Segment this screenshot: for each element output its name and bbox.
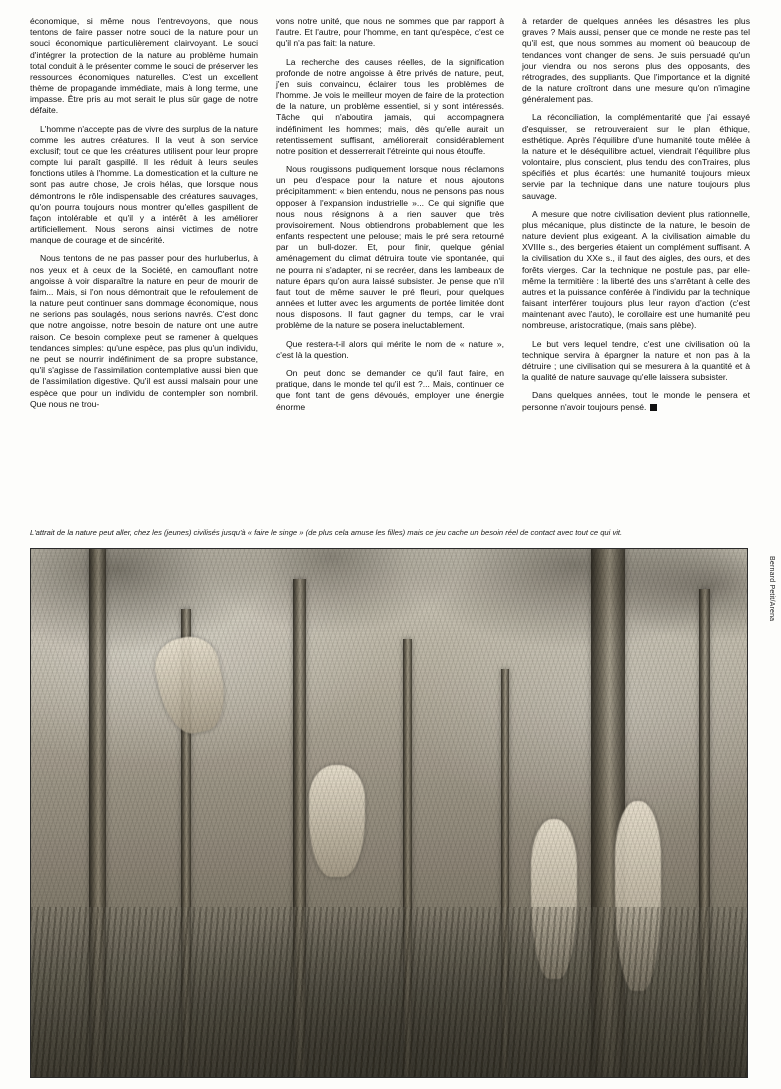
- article-columns: [0, 0, 781, 420]
- paragraph: économique, si même nous l'entrevoyons, que nous tentons de faire passer notre souci de la nature pour un souci économique particulièrement clairvoyant. Le souci d'intégrer la protection de la nature au problème humain total conduit à le présenter comme le souci de préserver les ressources économiques naturelles. C'est un excellent thème de propagande immédiate, mais à long terme, une impasse. Être pris au mot serait le plus sûr gage de notre défaite.: [30, 16, 258, 116]
- paragraph: La recherche des causes réelles, de la signification profonde de notre angoisse à être privés de nature, peut, j'en suis convaincu, éclairer tous les problèmes de l'homme. Je vois le meilleur moyen de faire de la protection de la nature, un problème essentiel, si y sont intéressés. Tâche qui n'aboutira jamais, qui accompagnera indéfiniment les hommes; mais, dès qu'elle aurait un retentissement suffisant, améliorerait considérablement notre position et desserrerait l'étreinte qui nous étouffe.: [276, 56, 504, 156]
- end-mark-icon: [650, 404, 657, 411]
- paragraph: Que restera-t-il alors qui mérite le nom de « nature », c'est là la question.: [276, 338, 504, 360]
- paragraph: vons notre unité, que nous ne sommes que par rapport à l'autre. Et l'autre, pour l'homme, en tant qu'espèce, c'est ce qu'il n'a pas fait: la nature.: [276, 16, 504, 49]
- photo-caption: L'attrait de la nature peut aller, chez les (jeunes) civilisés jusqu'à « faire le singe » (de plus cela amuse les filles) mais ce jeu cache un besoin réel de contact avec tout ce qui vit.: [30, 528, 623, 537]
- text-column-2: [276, 16, 504, 420]
- paragraph: Nous tentons de ne pas passer pour des hurluberlus, à nos yeux et à ceux de la Société, en camouflant notre angoisse à voir disparaître la nature en peur de mourir de faim... Mais, si l'on nous démontrait que le refoulement de la nature peut continuer sans dommage économique, nous ne serions pas soulagés, nous serions navrés. C'est donc que notre angoisse, notre besoin de nature ont une autre raison. Ce besoin complexe peut se ramener à quelques tendances simples: qu'une espèce, pas plus qu'un individu, ne peut se nourrir indéfiniment de sa propre substance, qu'il s'agisse de l'assimilation contemplative aussi bien que de l'assimilation digestive. Qu'il est aussi malsain pour une espèce que pour un individu de contempler son nombril. Que nous ne trou-: [30, 253, 258, 409]
- paragraph: On peut donc se demander ce qu'il faut faire, en pratique, dans le monde tel qu'il est ?... Mais, continuer ce que font tant de gens dévoués, employer une énergie énorme: [276, 367, 504, 412]
- paragraph: Nous rougissons pudiquement lorsque nous réclamons un peu d'espace pour la nature et nous ajoutons précipitamment: « bien entendu, nous ne pensons pas nous opposer à l'expansion industrielle »... Ce qui signifie que nous nous résignons à a rien sauver que très provisoirement. Nous obtiendrons probablement que les enfants respectent une pelouse; mais le pré sera retourné par un bull-dozer. Et, pour finir, quelque génial aménagement du climat détruira toute vie spontanée, qui ne pourra ni s'adapter, ni se recréer, dans les lambeaux de nature épars qu'on aura laissé subsister. Je pense que n'il faut tout de même sauver le pré fleuri, pour quelques années et lutter avec les arguments de portée limitée dont nous disposons. Il faut gagner du temps, car le vrai problème de la nature se posera ineluctablement.: [276, 164, 504, 331]
- paragraph: à retarder de quelques années les désastres les plus graves ? Mais aussi, penser que ce monde ne reste pas tel qu'il est, que nous sommes au moment où beaucoup de tendances vont changer de sens. Je suis persuadé qu'un jour viendra ou nos serons plus des opposants, des rétrogrades, des suppliants. Que l'importance et la dignité de la nature croîtront dans une mesure qu'on n'imagine généralement pas.: [522, 16, 750, 105]
- text-column-3: [522, 16, 750, 420]
- photo-grain: [31, 549, 747, 1077]
- paragraph-final: [522, 390, 750, 412]
- paragraph-text: Dans quelques années, tout le monde le pensera et personne n'avoir toujours pensé.: [522, 390, 750, 412]
- paragraph: Le but vers lequel tendre, c'est une civilisation où la technique servira à épargner la nature et non pas à la détruire ; une civilisation qui se mesurera à la quantité et à la qualité de nature sauvage qu'elle laissera subsister.: [522, 338, 750, 383]
- paragraph: A mesure que notre civilisation devient plus rationnelle, plus mécanique, plus distincte de la nature, le besoin de nature devient plus exigeant. A la civilisation aimable du XVIIIe s., des bergeries étaient un complément suffisant. A la civilisation du XXe s., il faut des aigles, des ours, et des forêts vierges. Car la technique ne postule pas, par elle-même la termitière : la liberté des uns s'arrêtant à celle des autres et la puissance conférée à l'individu par la technique faisant interférer toujours plus leur rayon d'action (c'est maintenant avec l'auto), le corollaire est une humanité peu nombreuse, aristocratique, (mais sans plèbe).: [522, 208, 750, 331]
- photo-credit: Bernard Petit/Arena: [768, 556, 775, 622]
- text-column-1: [30, 16, 258, 420]
- paragraph: La réconciliation, la complémentarité que j'ai essayé d'esquisser, se retrouveraient sur le plan éthique, esthétique. Après l'équilibre d'une humanité toute mêlée à la nature et le déséquilibre actuel, viendrait l'équilibre plus volontaire, plus conscient, plus tendu des conTraires, plus spécifiés et plus écartés: une humanité toujours mieux servie par la technique dans une nature toujours plus sauvage.: [522, 112, 750, 201]
- paragraph: L'homme n'accepte pas de vivre des surplus de la nature comme les autres créatures. Il la veut à son service exclusif; tout ce que les créatures utilisent pour leur propre compte lui paraît gaspillé. Il les réduit à leurs seules fonctions utiles à l'homme. La domestication et la culture ne sont pas autre chose, Je crois hélas, que lorsque nous démontrons le rôle indispensable des créatures sauvages, qu'on pourra toujours nous montrer qu'elles gaspillent de façon intolérable et qu'il y a intérêt à les améliorer artificiellement. Nous serons ainsi victimes de notre manque de courage et de sincérité.: [30, 123, 258, 246]
- photograph: [30, 548, 748, 1078]
